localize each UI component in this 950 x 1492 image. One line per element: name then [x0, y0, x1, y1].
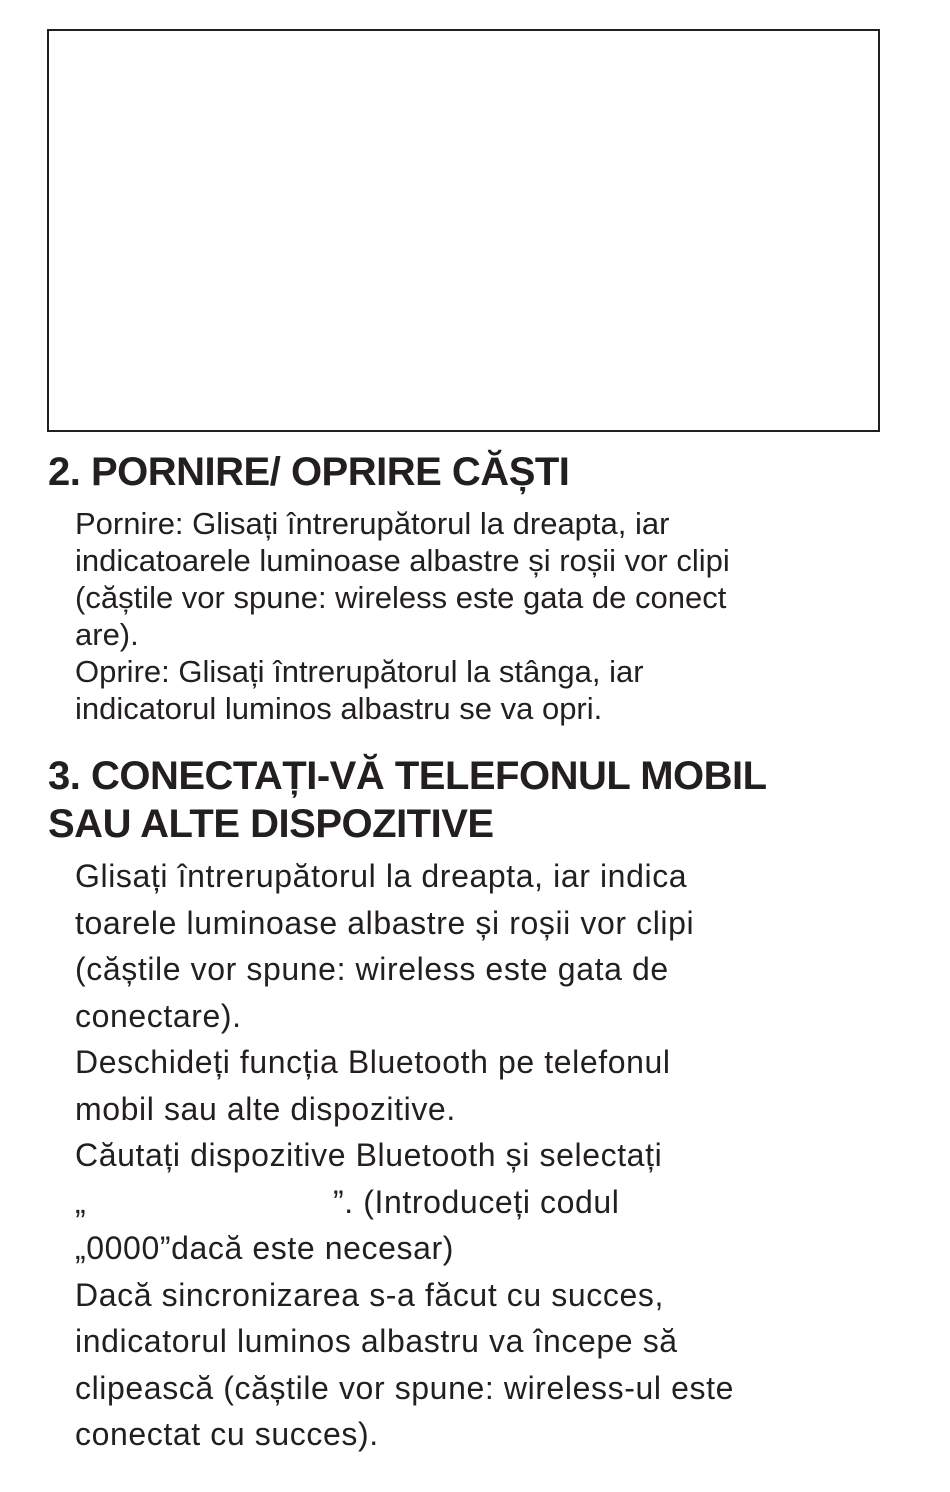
- section-2-line: Oprire: Glisați întrerupătorul la stânga, iar: [75, 654, 644, 689]
- section-3-line: „ ”. (Introduceți codul: [75, 1183, 620, 1220]
- section-2-line: Pornire: Glisați întrerupătorul la dreapta, iar: [75, 506, 670, 541]
- section-2-heading: 2. PORNIRE/ OPRIRE CĂȘTI: [48, 450, 570, 494]
- section-2-line: (căștile vor spune: wireless este gata de conect: [75, 580, 727, 615]
- section-3-line: conectat cu succes).: [75, 1416, 379, 1452]
- section-3-line: toarele luminoase albastre și roșii vor clipi: [75, 904, 695, 941]
- section-3-heading-line-2: SAU ALTE DISPOZITIVE: [48, 802, 494, 846]
- section-2-line: indicatoarele luminoase albastre și roșii vor clipi: [75, 543, 730, 578]
- section-3-line: mobil sau alte dispozitive.: [75, 1090, 456, 1127]
- section-2-line: are).: [75, 617, 139, 652]
- image-placeholder-frame: [47, 29, 880, 432]
- section-2-line: indicatorul luminos albastru se va opri.: [75, 691, 603, 726]
- section-3-body: [75, 853, 734, 1458]
- section-3-line: Căutați dispozitive Bluetooth și selectați: [75, 1137, 663, 1173]
- section-3-line: (căștile vor spune: wireless este gata de: [75, 951, 669, 987]
- section-3-line: Glisați întrerupătorul la dreapta, iar indica: [75, 858, 688, 894]
- section-3-line: Deschideți funcția Bluetooth pe telefonul: [75, 1044, 671, 1080]
- section-3-line: indicatorul luminos albastru va începe să: [75, 1323, 678, 1359]
- section-3-line: conectare).: [75, 997, 242, 1034]
- section-3-line: „0000”dacă este necesar): [75, 1230, 455, 1266]
- section-3-line: Dacă sincronizarea s-a făcut cu succes,: [75, 1276, 664, 1313]
- section-2-body: [75, 505, 730, 727]
- section-3-heading: [48, 752, 767, 848]
- section-3-heading-line-1: 3. CONECTAȚI-VĂ TELEFONUL MOBIL: [48, 754, 767, 798]
- section-3-line: clipească (căștile vor spune: wireless-ul este: [75, 1369, 734, 1406]
